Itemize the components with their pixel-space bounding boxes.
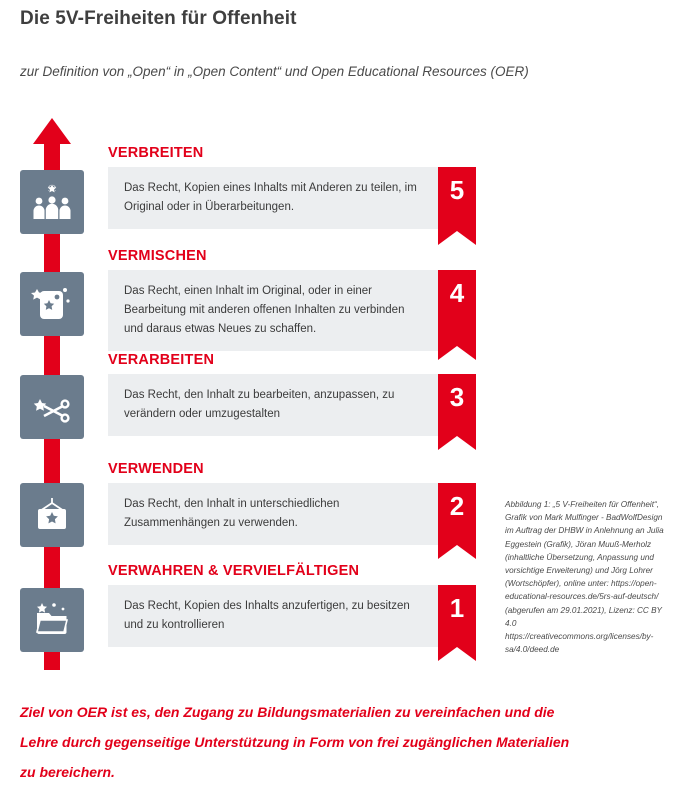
row-heading: VERWENDEN	[108, 461, 204, 477]
icon-box-vermischen	[20, 272, 84, 336]
row-heading: VERWAHREN & VERVIELFÄLTIGEN	[108, 563, 360, 579]
ribbon-tail	[438, 647, 476, 661]
ribbon-tail	[438, 436, 476, 450]
tag-label-icon	[31, 283, 73, 325]
row-number-badge: 1	[438, 585, 476, 647]
picture-frame-icon	[31, 494, 73, 536]
figure-caption: Abbildung 1: „5 V-Freiheiten für Offenheit“, Grafik von Mark Mulfinger - BadWolfDesign im Auftrag der DHBW in Anlehnung an Julia Eggestein (Grafik), Jöran Muuß-Merholz (inhaltliche Übersetzung, Anpassung und vorsichtige Erweiterung) und Jörg Lohrer (Wortschöpfer), online unter: https://open-educational-resources.de/5rs-auf-deutsch/ (abgerufen am 29.01.2021), Lizenz: CC BY 4.0 https://creativecommons.org/licenses/by-sa/4.0/deed.de	[505, 500, 664, 655]
row-verarbeiten	[108, 352, 476, 436]
row-vermischen	[108, 248, 476, 351]
row-text: Das Recht, Kopien des Inhalts anzufertigen, zu besitzen und zu kontrollieren	[108, 585, 438, 647]
page-subtitle: zur Definition von „Open“ in „Open Content“ und Open Educational Resources (OER)	[20, 64, 529, 79]
row-body-wrap	[108, 585, 476, 647]
row-verbreiten	[108, 145, 476, 229]
people-share-icon	[31, 181, 73, 223]
row-heading: VERMISCHEN	[108, 248, 207, 264]
icon-box-verwenden	[20, 483, 84, 547]
row-body-wrap	[108, 483, 476, 545]
folder-copy-icon	[31, 599, 73, 641]
closing-statement: Ziel von OER ist es, den Zugang zu Bildungsmaterialien zu vereinfachen und die Lehre durch gegenseitige Unterstützung in Form von frei zugänglichen Materialien zu bereichern.	[20, 704, 570, 780]
row-verwenden	[108, 461, 476, 545]
row-verwahren	[108, 563, 476, 647]
row-number-badge: 2	[438, 483, 476, 545]
icon-box-verwahren	[20, 588, 84, 652]
row-number-badge: 5	[438, 167, 476, 231]
scissors-cut-icon	[31, 386, 73, 428]
row-heading: VERBREITEN	[108, 145, 204, 161]
page-title: Die 5V-Freiheiten für Offenheit	[20, 8, 297, 29]
row-body-wrap	[108, 270, 476, 351]
row-text: Das Recht, den Inhalt zu bearbeiten, anzupassen, zu verändern oder umzugestalten	[108, 374, 438, 436]
ribbon-tail	[438, 545, 476, 559]
row-text: Das Recht, Kopien eines Inhalts mit Anderen zu teilen, im Original oder in Überarbeitungen.	[108, 167, 438, 229]
icon-box-verarbeiten	[20, 375, 84, 439]
row-number-badge: 3	[438, 374, 476, 436]
row-text: Das Recht, den Inhalt in unterschiedlichen Zusammenhängen zu verwenden.	[108, 483, 438, 545]
row-body-wrap	[108, 374, 476, 436]
ribbon-tail	[438, 231, 476, 245]
icon-box-verbreiten	[20, 170, 84, 234]
row-heading: VERARBEITEN	[108, 352, 215, 368]
row-body-wrap	[108, 167, 476, 229]
row-text: Das Recht, einen Inhalt im Original, oder in einer Bearbeitung mit anderen offenen Inhalten zu verbinden und daraus etwas Neues zu schaffen.	[108, 270, 438, 351]
row-number-badge: 4	[438, 270, 476, 346]
